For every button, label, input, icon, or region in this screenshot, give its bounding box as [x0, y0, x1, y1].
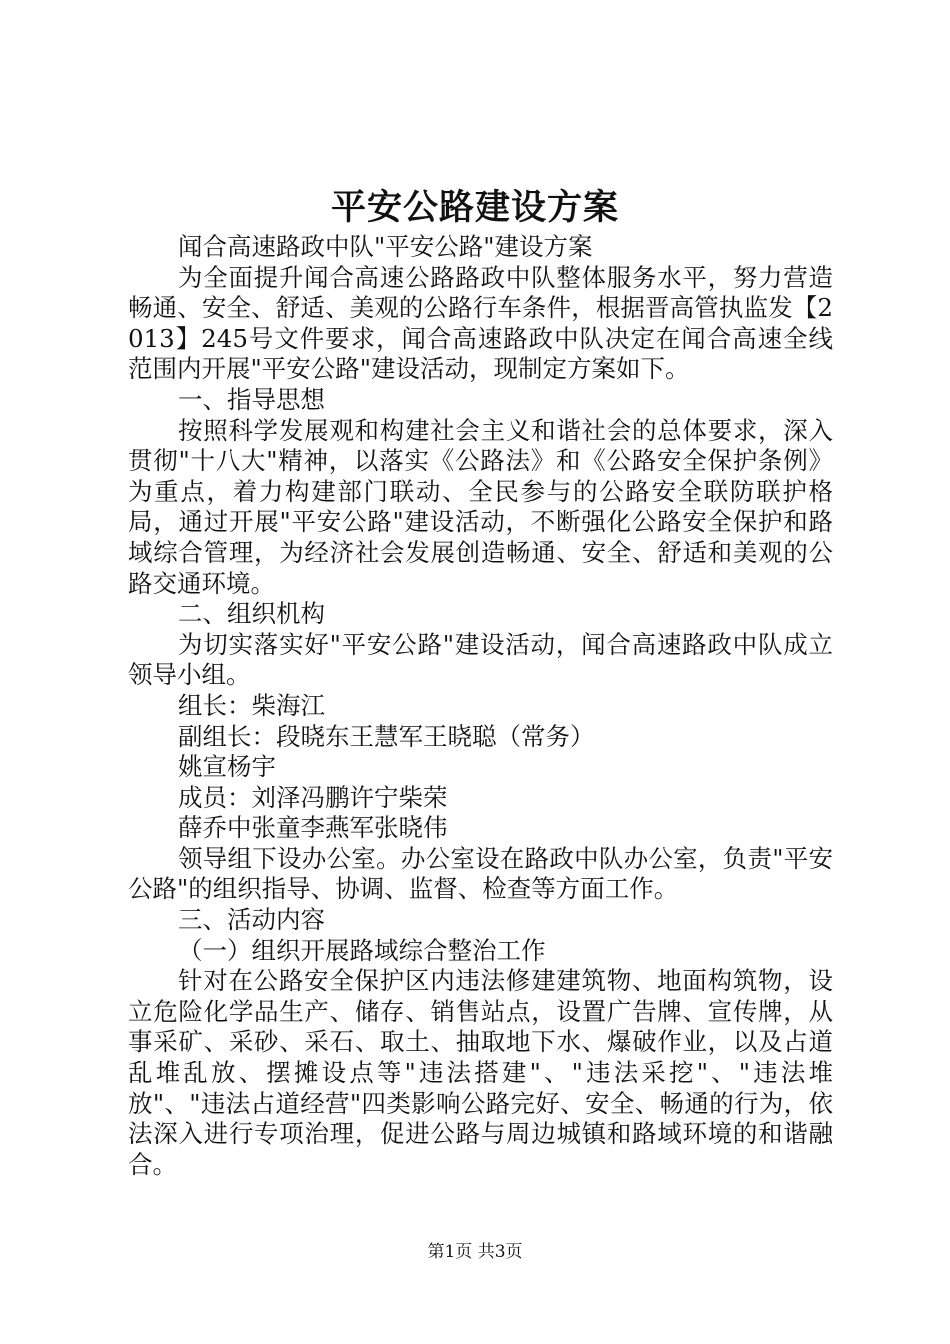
page-footer: 第1页 共3页 — [427, 1242, 523, 1262]
paragraph-subtitle: 闻合高速路政中队"平安公路"建设方案 — [178, 232, 593, 261]
paragraph-guiding-ideology: 按照科学发展观和构建社会主义和谐社会的总体要求，深入贯彻"十八大"精神，以落实《公路法》和《公路安全保护条例》为重点，着力构建部门联动、全民参与的公路安全联防联护格局，通过开展"平安公路"建设活动，不断强化公路安全保护和路域综合管理，为经济社会发展创造畅通、安全、舒适和美观的公路交通环境。 — [128, 415, 833, 598]
paragraph-group-leader: 组长：柴海江 — [178, 690, 325, 720]
paragraph-deputy-leaders: 副组长：段晓东王慧军王晓聪（常务） — [178, 721, 595, 751]
paragraph-organization: 为切实落实好"平安公路"建设活动，闻合高速路政中队成立领导小组。 — [128, 629, 833, 690]
document-title: 平安公路建设方案 — [330, 187, 619, 228]
paragraph-members-cont: 薛乔中张童李燕军张晓伟 — [178, 813, 448, 843]
subsection-heading-remediation: （一）组织开展路域综合整治工作 — [178, 935, 546, 965]
section-heading-activities: 三、活动内容 — [178, 905, 325, 935]
section-heading-organization: 二、组织机构 — [178, 599, 325, 629]
paragraph-members: 成员：刘泽冯鹏许宁柴荣 — [178, 782, 448, 812]
document-body — [128, 232, 833, 1180]
paragraph-intro: 为全面提升闻合高速公路路政中队整体服务水平，努力营造畅通、安全、舒适、美观的公路行车条件，根据晋高管执监发【2013】245号文件要求，闻合高速路政中队决定在闻合高速全线范围内开展"平安公路"建设活动，现制定方案如下。 — [128, 262, 833, 384]
section-heading-guiding-ideology: 一、指导思想 — [178, 384, 325, 414]
paragraph-remediation: 针对在公路安全保护区内违法修建建筑物、地面构筑物，设立危险化学品生产、储存、销售站点，设置广告牌、宣传牌，从事采矿、采砂、采石、取土、抽取地下水、爆破作业，以及占道乱堆乱放、摆摊设点等"违法搭建"、"违法采挖"、"违法堆放"、"违法占道经营"四类影响公路完好、安全、畅通的行为，依法深入进行专项治理，促进公路与周边城镇和路域环境的和谐融合。 — [128, 966, 833, 1179]
paragraph-deputy-leaders-cont: 姚宣杨宇 — [178, 752, 276, 782]
paragraph-office: 领导组下设办公室。办公室设在路政中队办公室，负责"平安公路"的组织指导、协调、监督、检查等方面工作。 — [128, 843, 833, 904]
